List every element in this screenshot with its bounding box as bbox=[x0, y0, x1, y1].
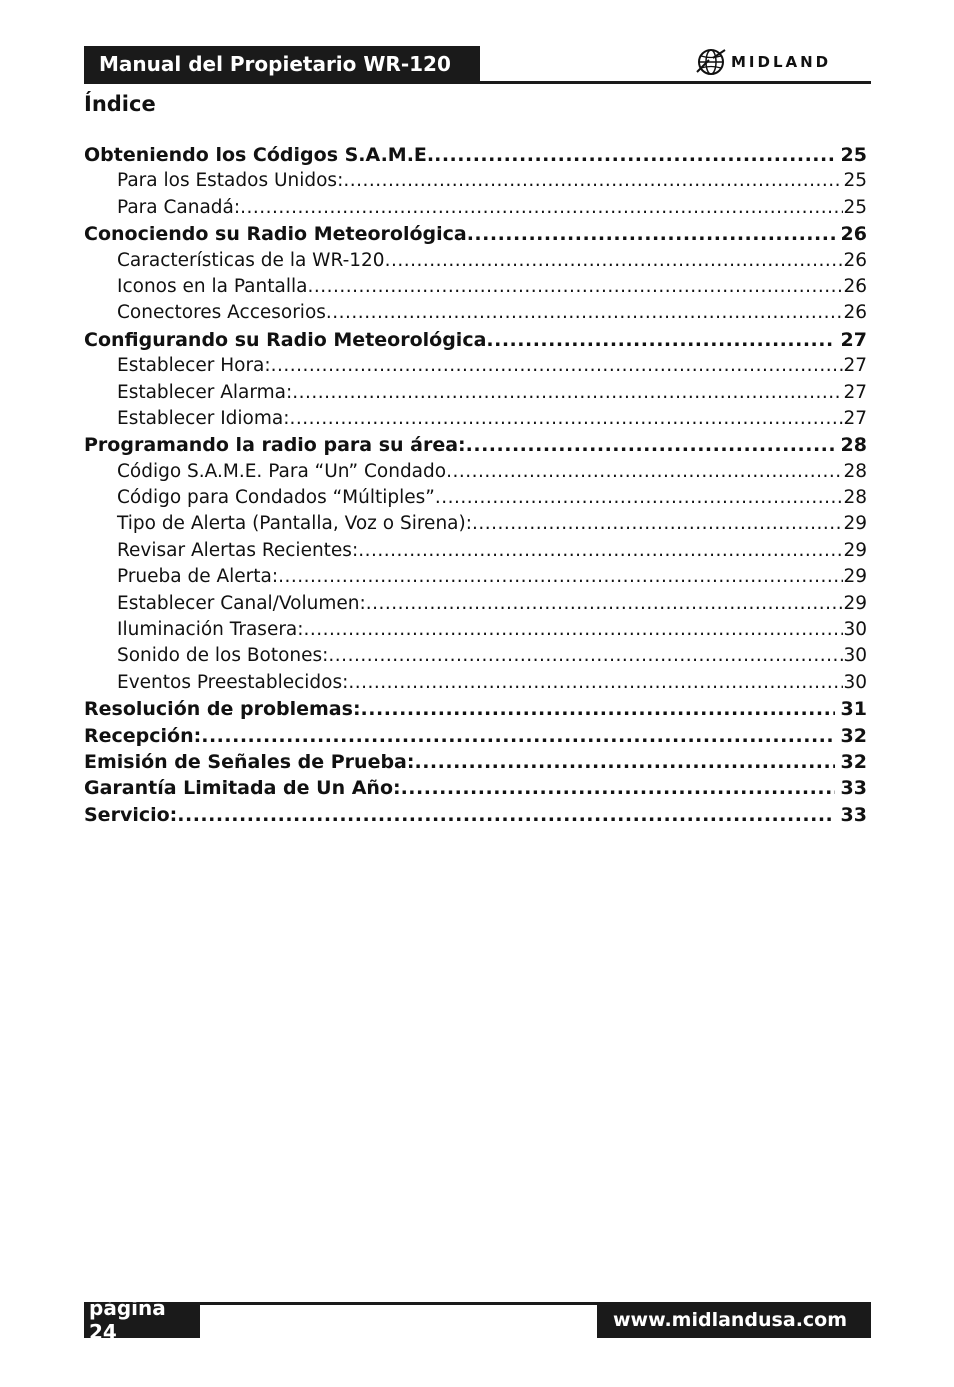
page-title: Índice bbox=[84, 92, 156, 116]
toc-entry-label: Resolución de problemas: bbox=[84, 698, 361, 721]
website-tab bbox=[597, 1302, 871, 1338]
toc-page-number: 29 bbox=[843, 513, 867, 535]
dot-leader bbox=[435, 487, 844, 508]
toc-page-number: 28 bbox=[843, 487, 867, 509]
dot-leader bbox=[177, 804, 834, 826]
toc-entry-label: Programando la radio para su área: bbox=[84, 434, 466, 457]
toc-page-number: 28 bbox=[843, 460, 867, 482]
table-of-contents bbox=[84, 144, 867, 830]
dot-leader bbox=[446, 461, 843, 482]
toc-subsection-row bbox=[84, 382, 867, 408]
toc-entry-label: Para los Estados Unidos: bbox=[117, 170, 344, 192]
toc-entry-label: Establecer Hora: bbox=[117, 355, 271, 377]
dot-leader bbox=[343, 170, 843, 191]
dot-leader bbox=[366, 593, 844, 614]
toc-page-number: 25 bbox=[840, 144, 867, 166]
toc-entry-label: Prueba de Alerta: bbox=[117, 566, 279, 588]
dot-leader bbox=[307, 276, 843, 297]
manual-title: Manual del Propietario WR-120 bbox=[99, 52, 451, 76]
toc-subsection-row bbox=[84, 461, 867, 487]
toc-section-row bbox=[84, 698, 867, 724]
dot-leader bbox=[434, 144, 834, 166]
dot-leader bbox=[271, 355, 844, 376]
toc-page-number: 29 bbox=[843, 566, 867, 588]
toc-subsection-row bbox=[84, 250, 867, 276]
toc-section-row bbox=[84, 434, 867, 460]
toc-entry-label: Garantía Limitada de Un Año: bbox=[84, 777, 401, 800]
toc-section-row bbox=[84, 329, 867, 355]
toc-page-number: 27 bbox=[843, 381, 867, 403]
header-title-bar bbox=[84, 46, 480, 82]
toc-subsection-row bbox=[84, 593, 867, 619]
toc-page-number: 30 bbox=[843, 671, 867, 693]
toc-entry-label: Conociendo su Radio Meteorológica bbox=[84, 223, 467, 246]
toc-subsection-row bbox=[84, 672, 867, 698]
toc-page-number: 26 bbox=[843, 275, 867, 297]
dot-leader bbox=[304, 619, 844, 640]
toc-section-row bbox=[84, 804, 867, 830]
dot-leader bbox=[328, 645, 843, 666]
toc-section-row bbox=[84, 751, 867, 777]
dot-leader bbox=[292, 382, 843, 403]
toc-subsection-row bbox=[84, 408, 867, 434]
toc-page-number: 33 bbox=[840, 777, 867, 800]
toc-entry-label: Características de la WR-120 bbox=[117, 249, 385, 271]
toc-page-number: 25 bbox=[843, 196, 867, 218]
dot-leader bbox=[466, 434, 835, 456]
toc-entry-label: Iluminación Trasera: bbox=[117, 619, 304, 641]
header-rule bbox=[84, 81, 871, 84]
dot-leader bbox=[472, 513, 844, 534]
toc-entry-label: Configurando su Radio Meteorológica bbox=[84, 328, 487, 351]
toc-entry-label: Iconos en la Pantalla bbox=[117, 275, 308, 297]
dot-leader bbox=[358, 540, 843, 561]
toc-subsection-row bbox=[84, 540, 867, 566]
dot-leader bbox=[414, 751, 834, 773]
dot-leader bbox=[348, 672, 843, 693]
toc-entry-label: Código S.A.M.E. Para “Un” Condado bbox=[117, 460, 447, 482]
toc-page-number: 27 bbox=[843, 355, 867, 377]
toc-subsection-row bbox=[84, 355, 867, 381]
toc-page-number: 32 bbox=[840, 750, 867, 773]
dot-leader bbox=[201, 725, 834, 747]
toc-entry-label: Establecer Idioma: bbox=[117, 407, 290, 429]
toc-subsection-row bbox=[84, 302, 867, 328]
toc-subsection-row bbox=[84, 276, 867, 302]
toc-page-number: 33 bbox=[840, 803, 867, 826]
dot-leader bbox=[278, 566, 843, 587]
toc-page-number: 26 bbox=[843, 249, 867, 271]
toc-page-number: 29 bbox=[843, 539, 867, 561]
toc-entry-label: Obteniendo los Códigos S.A.M.E. bbox=[84, 144, 435, 166]
dot-leader bbox=[326, 302, 844, 323]
toc-page-number: 26 bbox=[843, 302, 867, 324]
toc-entry-label: Conectores Accesorios bbox=[117, 302, 326, 324]
toc-entry-label: Establecer Canal/Volumen: bbox=[117, 592, 366, 614]
toc-page-number: 27 bbox=[843, 407, 867, 429]
toc-entry-label: Establecer Alarma: bbox=[117, 381, 293, 403]
toc-page-number: 25 bbox=[843, 170, 867, 192]
toc-entry-label: Servicio: bbox=[84, 803, 178, 826]
toc-entry-label: Revisar Alertas Recientes: bbox=[117, 539, 359, 561]
toc-entry-label: Emisión de Señales de Prueba: bbox=[84, 750, 415, 773]
toc-section-row bbox=[84, 223, 867, 249]
toc-page-number: 30 bbox=[843, 645, 867, 667]
toc-subsection-row bbox=[84, 566, 867, 592]
website-url: www.midlandusa.com bbox=[613, 1309, 848, 1331]
toc-page-number: 28 bbox=[840, 434, 867, 457]
toc-page-number: 27 bbox=[840, 328, 867, 351]
logo-wordmark bbox=[731, 53, 831, 71]
toc-subsection-row bbox=[84, 170, 867, 196]
toc-subsection-row bbox=[84, 619, 867, 645]
toc-entry-label: Recepción: bbox=[84, 724, 202, 747]
page-number-tab bbox=[84, 1296, 200, 1344]
globe-icon bbox=[695, 46, 727, 78]
midland-logo bbox=[695, 44, 831, 80]
toc-page-number: 30 bbox=[843, 619, 867, 641]
toc-entry-label: Para Canadá: bbox=[117, 196, 241, 218]
toc-subsection-row bbox=[84, 645, 867, 671]
toc-entry-label: Tipo de Alerta (Pantalla, Voz o Sirena): bbox=[117, 513, 472, 535]
dot-leader bbox=[361, 698, 835, 720]
toc-section-row bbox=[84, 144, 867, 170]
toc-page-number: 31 bbox=[840, 698, 867, 721]
toc-page-number: 29 bbox=[843, 592, 867, 614]
toc-subsection-row bbox=[84, 513, 867, 539]
dot-leader bbox=[486, 329, 834, 351]
logo-text: MIDLAND bbox=[731, 53, 832, 71]
dot-leader bbox=[385, 250, 844, 271]
dot-leader bbox=[240, 197, 843, 218]
toc-entry-label: Eventos Preestablecidos: bbox=[117, 671, 349, 693]
dot-leader bbox=[467, 223, 835, 245]
toc-section-row bbox=[84, 725, 867, 751]
toc-section-row bbox=[84, 777, 867, 803]
dot-leader bbox=[289, 408, 843, 429]
toc-entry-label: Sonido de los Botones: bbox=[117, 645, 329, 667]
toc-subsection-row bbox=[84, 197, 867, 223]
toc-page-number: 26 bbox=[840, 223, 867, 246]
dot-leader bbox=[401, 777, 835, 799]
toc-entry-label: Código para Condados “Múltiples” bbox=[117, 487, 435, 509]
toc-subsection-row bbox=[84, 487, 867, 513]
toc-page-number: 32 bbox=[840, 724, 867, 747]
page-number: página 24 bbox=[89, 1296, 166, 1344]
